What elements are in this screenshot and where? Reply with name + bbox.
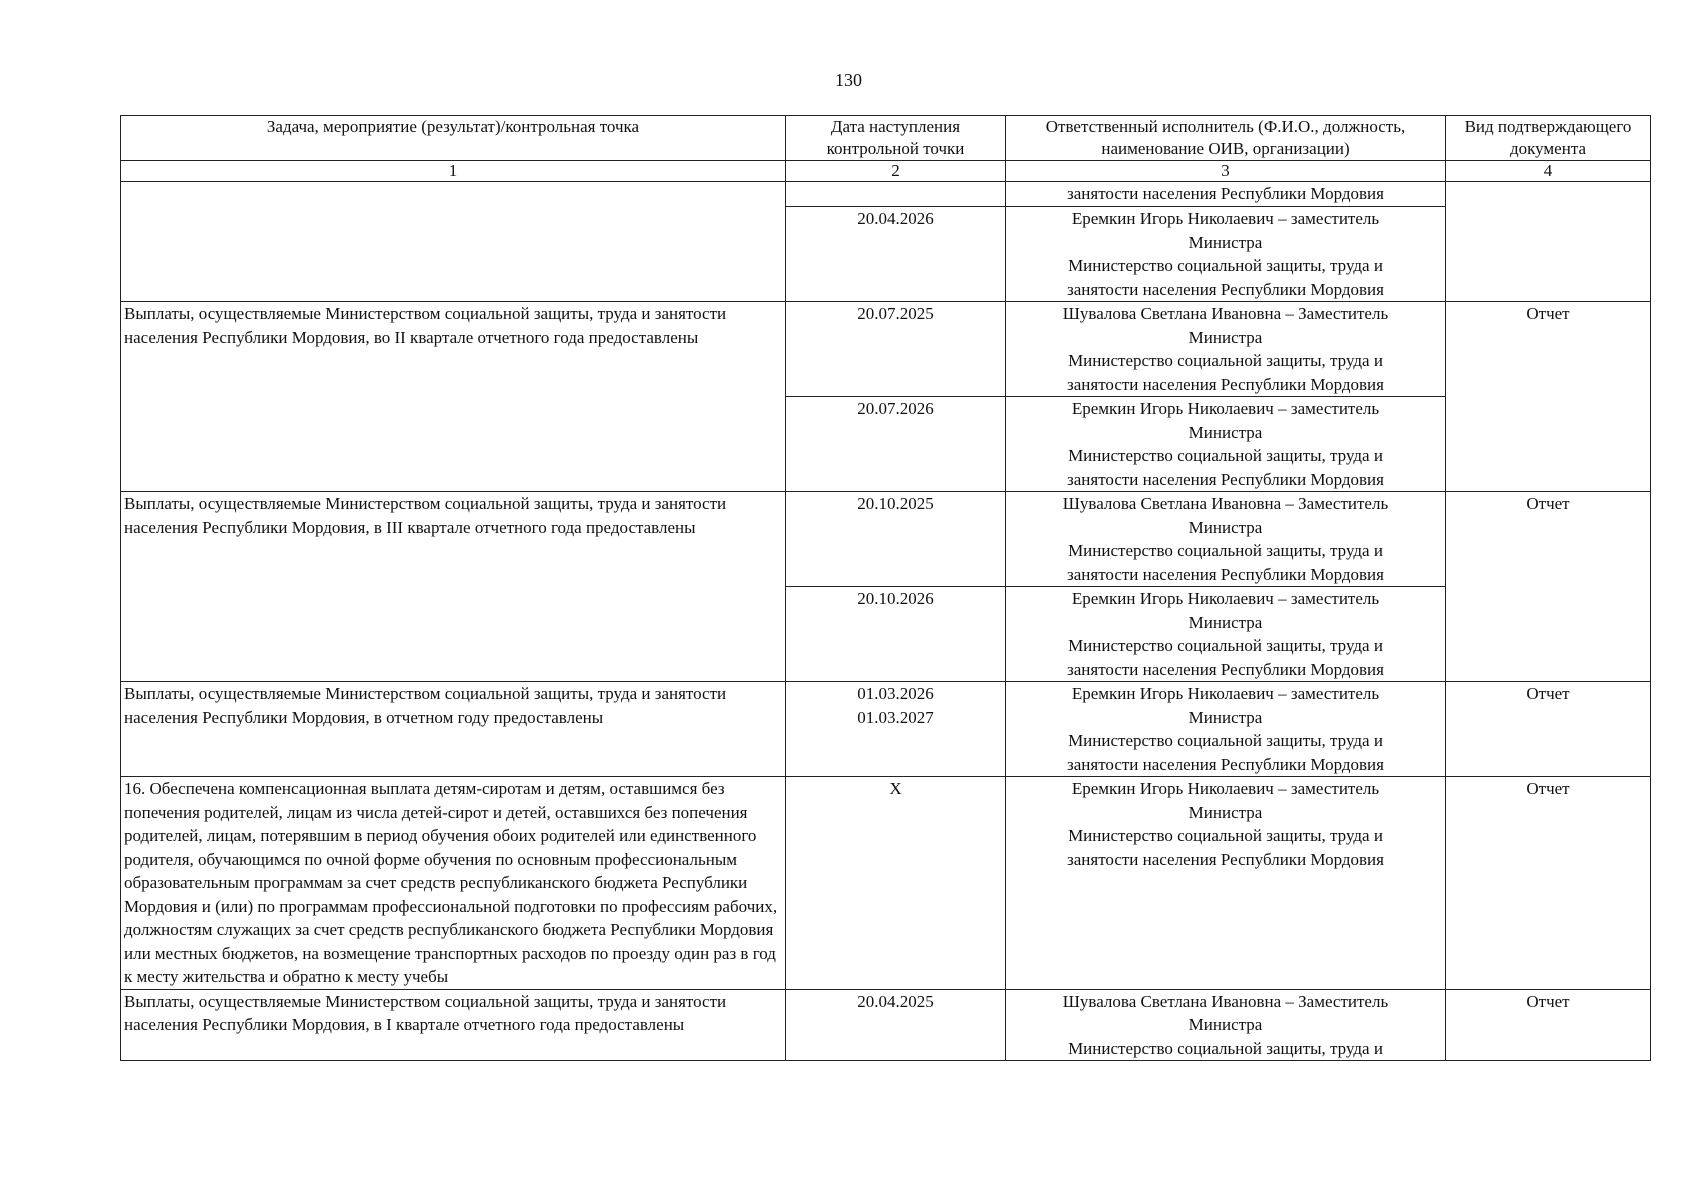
responsible-line: занятости населения Республики Мордовия [1067, 754, 1384, 774]
responsible-line: Министра [1188, 802, 1263, 822]
responsible-cell [1006, 989, 1446, 1061]
responsible-line: Министра [1188, 422, 1263, 442]
task-cell: 16. Обеспечена компенсационная выплата детям-сиротам и детям, оставшимся без попечения родителей, лицам из числа детей-сирот и детей, оставшихся без попечения родителей, лицам, потерявшим в период обучения обоих родителей или единственного родителя, обучающимся по очной форме обучения по основным профессиональным образовательным программам за счет средств республиканского бюджета Республики Мордовия и (или) по программам профессиональной подготовки по профессиям рабочих, должностям служащих за счет средств республиканского бюджета Республики Мордовия или местных бюджетов, на возмещение транспортных расходов по проезду один раз в год к месту жительства и обратно к месту учебы [121, 777, 786, 990]
header-document: Вид подтверждающего документа [1446, 116, 1651, 161]
responsible-line: Еремкин Игорь Николаевич – заместитель [1071, 209, 1380, 228]
responsible-line: Министерство социальной защиты, труда и [1068, 731, 1383, 750]
document-cell: Отчет [1446, 989, 1651, 1061]
responsible-line: Министерство социальной защиты, труда и [1068, 826, 1383, 845]
date-line: 01.03.2027 [857, 707, 934, 727]
control-points-table [120, 115, 1651, 1061]
table-row [121, 302, 1651, 397]
date-cell: X [786, 777, 1006, 990]
date-cell: 20.07.2026 [786, 397, 1006, 492]
responsible-line: Министра [1188, 327, 1263, 347]
column-number: 2 [786, 161, 1006, 182]
header-date: Дата наступления контрольной точки [786, 116, 1006, 161]
responsible-cell [1006, 302, 1446, 397]
date-cell [786, 182, 1006, 207]
date-cell [786, 682, 1006, 777]
responsible-cell [1006, 182, 1446, 207]
responsible-line: занятости населения Республики Мордовия [1067, 659, 1384, 679]
responsible-line: Еремкин Игорь Николаевич – заместитель [1071, 779, 1380, 798]
responsible-line: Министерство социальной защиты, труда и [1068, 636, 1383, 655]
document-cell [1446, 182, 1651, 302]
responsible-cell [1006, 777, 1446, 990]
date-cell: 20.07.2025 [786, 302, 1006, 397]
responsible-line: Шувалова Светлана Ивановна – Заместитель [1062, 991, 1389, 1011]
responsible-line: занятости населения Республики Мордовия [1067, 564, 1384, 584]
date-cell: 20.10.2026 [786, 587, 1006, 682]
table-row [121, 682, 1651, 777]
responsible-line: занятости населения Республики Мордовия [1067, 849, 1384, 869]
responsible-line: Министра [1188, 517, 1263, 537]
responsible-cell [1006, 682, 1446, 777]
task-cell: Выплаты, осуществляемые Министерством социальной защиты, труда и занятости населения Республики Мордовия, в отчетном году предоставлены [121, 682, 786, 777]
responsible-line: Министерство социальной защиты, труда и [1068, 541, 1383, 560]
task-cell: Выплаты, осуществляемые Министерством социальной защиты, труда и занятости населения Республики Мордовия, в III квартале отчетного года предоставлены [121, 492, 786, 682]
task-cell: Выплаты, осуществляемые Министерством социальной защиты, труда и занятости населения Республики Мордовия, во II квартале отчетного года предоставлены [121, 302, 786, 492]
responsible-line: Еремкин Игорь Николаевич – заместитель [1071, 684, 1380, 703]
table-row [121, 777, 1651, 990]
responsible-line: занятости населения Республики Мордовия [1067, 469, 1384, 489]
responsible-line: Еремкин Игорь Николаевич – заместитель [1071, 399, 1380, 418]
date-cell: 20.10.2025 [786, 492, 1006, 587]
responsible-cell [1006, 207, 1446, 302]
column-number-row [121, 161, 1651, 182]
responsible-line: Министра [1188, 707, 1263, 727]
responsible-cell [1006, 492, 1446, 587]
table-row [121, 989, 1651, 1061]
responsible-line: Шувалова Светлана Ивановна – Заместитель [1062, 304, 1389, 323]
column-number: 3 [1006, 161, 1446, 182]
responsible-line: Министра [1188, 232, 1263, 252]
responsible-cell [1006, 397, 1446, 492]
responsible-line: Министерство социальной защиты, труда и [1068, 351, 1383, 370]
document-cell: Отчет [1446, 682, 1651, 777]
date-cell: 20.04.2026 [786, 207, 1006, 302]
document-cell: Отчет [1446, 777, 1651, 990]
column-number: 1 [121, 161, 786, 182]
responsible-line: Министерство социальной защиты, труда и [1068, 256, 1383, 275]
table-header-row [121, 116, 1651, 161]
table-row [121, 492, 1651, 587]
task-cell: Выплаты, осуществляемые Министерством социальной защиты, труда и занятости населения Республики Мордовия, в I квартале отчетного года предоставлены [121, 989, 786, 1061]
responsible-line: занятости населения Республики Мордовия [1067, 374, 1384, 394]
header-responsible: Ответственный исполнитель (Ф.И.О., должность, наименование ОИВ, организации) [1006, 116, 1446, 161]
responsible-line: Шувалова Светлана Ивановна – Заместитель [1062, 494, 1389, 513]
column-number: 4 [1446, 161, 1651, 182]
table-row [121, 182, 1651, 207]
document-cell: Отчет [1446, 302, 1651, 492]
page-number: 130 [835, 70, 862, 90]
date-cell: 20.04.2025 [786, 989, 1006, 1061]
responsible-line: Министра [1188, 1015, 1263, 1034]
responsible-line: Еремкин Игорь Николаевич – заместитель [1071, 589, 1380, 608]
header-task: Задача, мероприятие (результат)/контрольная точка [121, 116, 786, 161]
responsible-line: занятости населения Республики Мордовия [1067, 279, 1384, 299]
responsible-line: занятости населения Республики Мордовия [1067, 184, 1384, 203]
date-line: 01.03.2026 [857, 684, 934, 703]
document-cell: Отчет [1446, 492, 1651, 682]
responsible-line: Министра [1188, 612, 1263, 632]
responsible-line: Министерство социальной защиты, труда и [1068, 1038, 1383, 1058]
responsible-line: Министерство социальной защиты, труда и [1068, 446, 1383, 465]
task-cell [121, 182, 786, 302]
responsible-cell [1006, 587, 1446, 682]
